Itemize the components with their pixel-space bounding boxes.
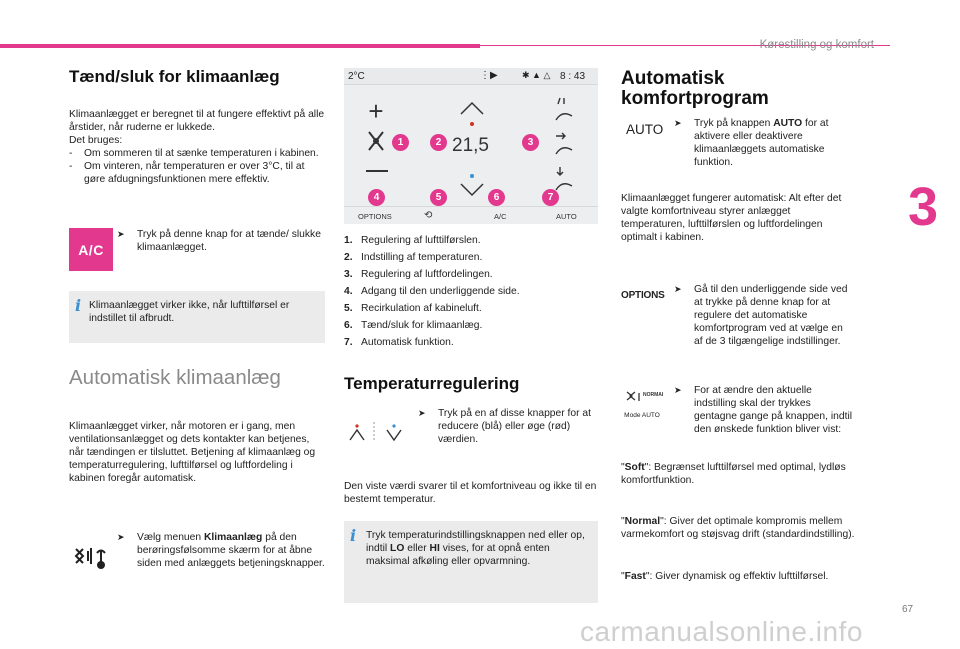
- legend-item: 5. Recirkulation af kabineluft.: [344, 303, 482, 314]
- callout-4: 4: [368, 189, 385, 206]
- ac-intro: [69, 108, 325, 186]
- callout-5: 5: [430, 189, 447, 206]
- mode-instruction: ➤ For at ændre den aktuelle indstilling skal der trykkes gentagne gange på knappen, indtil den ønskede funktion bliver vist:: [674, 385, 853, 435]
- options-button[interactable]: OPTIONS: [358, 212, 392, 221]
- info-box-ac: [69, 291, 325, 343]
- callout-6: 6: [488, 189, 505, 206]
- arrow-bullet-icon: ➤: [674, 284, 682, 294]
- auto-button[interactable]: AUTO: [556, 212, 577, 221]
- arrow-bullet-icon: ➤: [674, 118, 682, 128]
- legend-item: 2. Indstilling af temperaturen.: [344, 252, 483, 263]
- arrow-bullet-icon: ➤: [117, 532, 125, 542]
- chapter-number: 3: [907, 177, 939, 237]
- arrow-bullet-icon: ➤: [418, 408, 426, 418]
- title-auto-comfort: Automatisk komfortprogram: [621, 68, 769, 109]
- temp-buttons-icon: [346, 416, 408, 446]
- callout-2: 2: [430, 134, 447, 151]
- title-auto-climate: Automatisk klimaanlæg: [69, 366, 281, 389]
- legend-item: 6. Tænd/sluk for klimaanlæg.: [344, 320, 483, 331]
- use-item-summer: - Om sommeren til at sænke temperaturen i kabinen.: [69, 148, 319, 159]
- mode-fast: "Fast": Giver dynamisk og effektiv lufttilførsel.: [621, 571, 829, 582]
- mode-normal: "Normal": Giver det optimale kompromis mellem varmekomfort og støjsvag drift (standardindstilling).: [621, 516, 855, 540]
- temp-up-dot: [470, 122, 474, 126]
- section-title: Kørestilling og komfort: [759, 39, 874, 51]
- callout-1: 1: [392, 134, 409, 151]
- ac-toggle-button[interactable]: A/C: [494, 212, 507, 221]
- info-box-temp: [344, 521, 598, 603]
- temp-para: Den viste værdi svarer til et komfortniveau og ikke til en bestemt temperatur.: [344, 481, 597, 505]
- info-text-temp: Tryk temperaturindstillingsknappen ned eller op, indtil LO eller HI vises, for at opnå enten maksimal afkøling eller opvarmning.: [366, 530, 585, 567]
- mode-auto-label: Mode AUTO: [624, 412, 660, 419]
- temp-instruction: ➤ Tryk på en af disse knapper for at reducere (blå) eller øge (rød) værdien.: [418, 408, 592, 445]
- auto-climate-para: Klimaanlægget virker, når motoren er i gang, men ventilationsanlægget og dets kontakter kan betjenes, når tændingen er tilsluttet. Betjening af klimaanlæg og temperaturregulering, lufttilførsel og luftfordeling i kabinen foregår automatisk.: [69, 421, 316, 484]
- distribution-feet-button[interactable]: [552, 164, 578, 194]
- fan-icon: [356, 128, 396, 158]
- info-icon: i: [75, 296, 82, 315]
- fan-increase-button[interactable]: +: [368, 96, 384, 126]
- callout-7: 7: [542, 189, 559, 206]
- info-text-ac: Klimaanlægget virker ikke, når lufttilførsel er indstillet til afbrudt.: [89, 300, 290, 324]
- ac-intro-text: Klimaanlægget er beregnet til at fungere effektivt på alle årstider, når ruderne er lukkede.: [69, 109, 325, 133]
- climate-menu-icon: [73, 541, 111, 571]
- mode-normal-label: NORMAL: [643, 392, 663, 398]
- outside-temp: 2°C: [348, 71, 365, 82]
- auto-comfort-para: Klimaanlægget fungerer automatisk: Alt efter det valgte komfortniveau styrer anlægget temperaturen, lufttilførslen og luftfordelingen optimalt i kabinen.: [621, 193, 842, 243]
- menu-instruction: ➤ Vælg menuen Klimaanlæg på den berøringsfølsomme skærm for at åbne siden med anlæggets betjeningsknapper.: [117, 532, 325, 569]
- auto-button-icon: AUTO: [626, 122, 664, 137]
- temp-value: 21,5: [452, 135, 489, 156]
- use-item-winter: - Om vinteren, når temperaturen er over 3°C, til at gøre afdugningsfunktionen mere effektiv.: [69, 161, 305, 185]
- distribution-windscreen-button[interactable]: [552, 94, 578, 124]
- connectivity-icons: ✱ ▲ △: [522, 70, 551, 80]
- uses-label: Det bruges:: [69, 135, 123, 146]
- clock: 8 : 43: [560, 71, 586, 82]
- recirculation-button[interactable]: ⟲: [424, 210, 433, 221]
- fan-decrease-button[interactable]: [366, 170, 388, 172]
- options-instruction: ➤ Gå til den underliggende side ved at trykke på denne knap for at regulere det automatiske komfortprogram ved at vælge en af de 3 tilgængelige indstillinger.: [674, 284, 848, 347]
- climate-touchscreen: [344, 68, 598, 224]
- temp-down-dot: [470, 174, 474, 178]
- legend-item: 4. Adgang til den underliggende side.: [344, 286, 520, 297]
- header-accent-bar: [0, 44, 480, 48]
- legend-item: 3. Regulering af luftfordelingen.: [344, 269, 493, 280]
- arrow-bullet-icon: ➤: [117, 229, 125, 239]
- title-ac-toggle: Tænd/sluk for klimaanlæg: [69, 67, 280, 86]
- legend-item: 7. Automatisk funktion.: [344, 337, 454, 348]
- distribution-face-button[interactable]: [552, 128, 578, 158]
- temp-up-button[interactable]: [458, 100, 486, 116]
- ac-instruction: ➤ Tryk på denne knap for at tænde/ slukke klimaanlægget.: [117, 229, 321, 253]
- ac-button-icon: A/C: [69, 228, 113, 271]
- temp-down-button[interactable]: [458, 182, 486, 198]
- mode-soft: "Soft": Begrænset lufttilførsel med optimal, lydløs komfortfunktion.: [621, 462, 846, 486]
- page-number: 67: [902, 604, 914, 615]
- info-icon: i: [350, 526, 357, 545]
- options-button-icon: OPTIONS: [621, 290, 665, 301]
- status-bar: [344, 68, 598, 85]
- legend-item: 1. Regulering af lufttilførslen.: [344, 235, 481, 246]
- title-temperature: Temperaturregulering: [344, 374, 520, 393]
- auto-instruction: ➤ Tryk på knappen AUTO for at aktivere eller deaktivere klimaanlæggets automatiske funktion.: [674, 118, 829, 168]
- arrow-bullet-icon: ➤: [674, 385, 682, 395]
- callout-3: 3: [522, 134, 539, 151]
- bottom-bar: [344, 206, 598, 224]
- media-icon: ⋮▶: [480, 70, 498, 81]
- watermark: carmanualsonline.info: [580, 616, 863, 647]
- screen-legend: [344, 232, 598, 351]
- mode-auto-icon: [621, 384, 663, 418]
